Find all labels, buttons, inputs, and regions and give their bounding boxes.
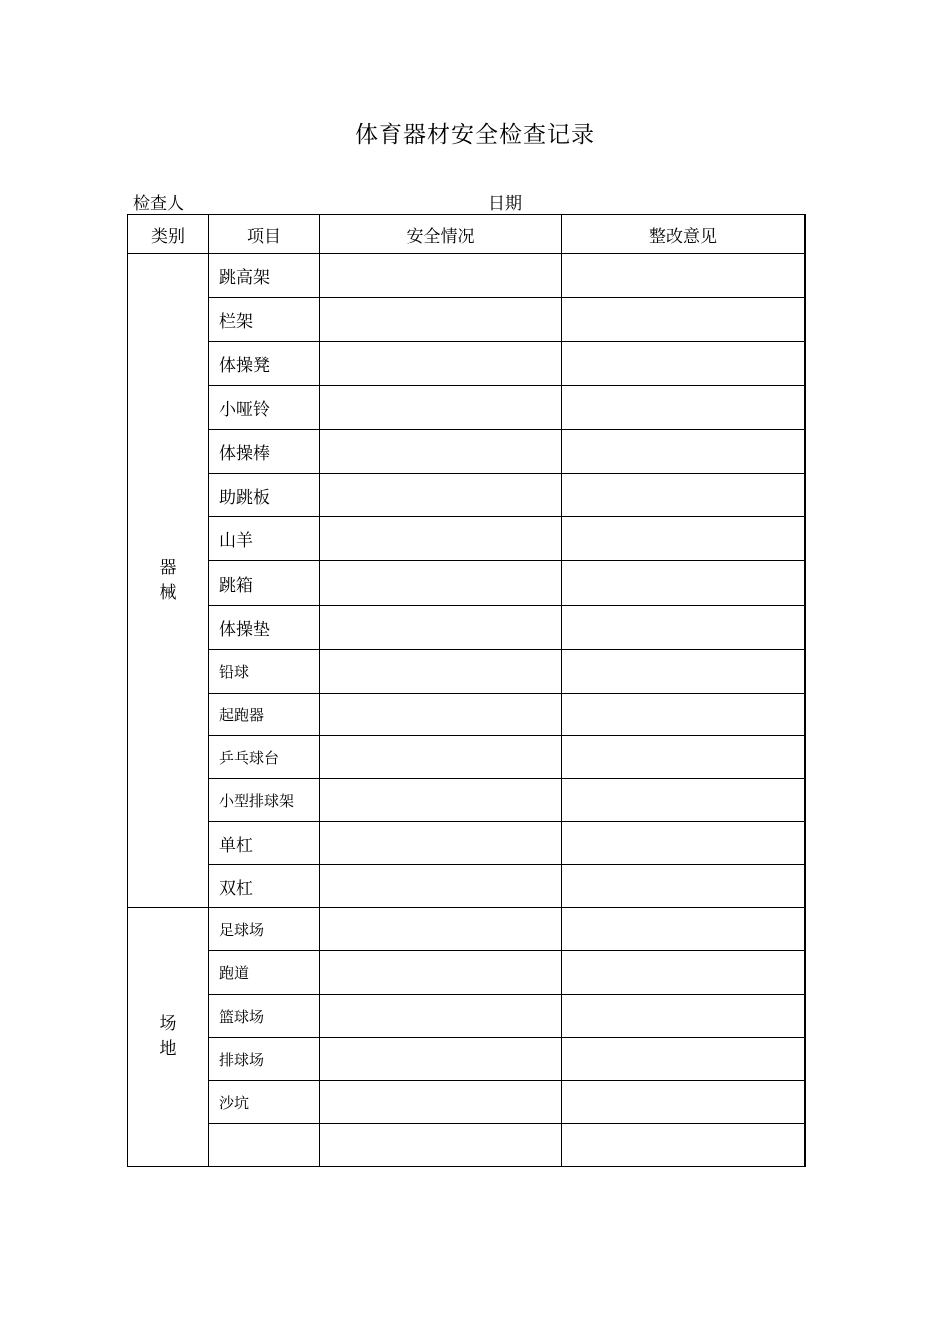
table-row [128, 736, 806, 779]
safety-status-cell[interactable] [320, 342, 562, 386]
header-category: 类别 [128, 215, 209, 254]
safety-status-cell[interactable] [320, 1081, 562, 1124]
rectification-cell[interactable] [562, 908, 806, 951]
rectification-cell[interactable] [562, 995, 806, 1038]
safety-status-cell[interactable] [320, 951, 562, 995]
safety-status-cell[interactable] [320, 561, 562, 606]
table-row [128, 908, 806, 951]
item-name: 体操垫 [209, 606, 320, 650]
rectification-cell[interactable] [562, 474, 806, 517]
safety-status-cell[interactable] [320, 1038, 562, 1081]
category-label-line: 械 [159, 582, 177, 603]
safety-status-cell[interactable] [320, 517, 562, 561]
safety-status-cell[interactable] [320, 430, 562, 474]
safety-status-cell[interactable] [320, 908, 562, 951]
item-name: 双杠 [209, 865, 320, 908]
table-row [128, 951, 806, 995]
table-row [128, 779, 806, 822]
safety-status-cell[interactable] [320, 606, 562, 650]
item-name: 跳箱 [209, 561, 320, 606]
safety-status-cell[interactable] [320, 1124, 562, 1167]
page-title: 体育器材安全检查记录 [355, 122, 595, 148]
rectification-cell[interactable] [562, 694, 806, 736]
category-label-line: 器 [159, 557, 177, 578]
item-name: 乒乓球台 [209, 736, 320, 779]
table-row [128, 694, 806, 736]
safety-status-cell[interactable] [320, 298, 562, 342]
header-rectification: 整改意见 [562, 215, 806, 254]
rectification-cell[interactable] [562, 865, 806, 908]
item-name: 跑道 [209, 951, 320, 995]
item-name: 排球场 [209, 1038, 320, 1081]
safety-status-cell[interactable] [320, 474, 562, 517]
table-row [128, 517, 806, 561]
table-row [128, 561, 806, 606]
table-row [128, 865, 806, 908]
inspector-label: 检查人 [133, 194, 184, 214]
item-name: 沙坑 [209, 1081, 320, 1124]
item-name: 体操凳 [209, 342, 320, 386]
table-row [128, 430, 806, 474]
inspection-table [127, 214, 806, 1167]
table-row [128, 995, 806, 1038]
rectification-cell[interactable] [562, 298, 806, 342]
safety-status-cell[interactable] [320, 865, 562, 908]
rectification-cell[interactable] [562, 650, 806, 694]
rectification-cell[interactable] [562, 254, 806, 298]
item-name: 足球场 [209, 908, 320, 951]
category-label [160, 1012, 177, 1062]
safety-status-cell[interactable] [320, 995, 562, 1038]
table-row [128, 474, 806, 517]
table-row [128, 606, 806, 650]
safety-status-cell[interactable] [320, 694, 562, 736]
rectification-cell[interactable] [562, 342, 806, 386]
category-label-line: 场 [159, 1014, 177, 1034]
date-label: 日期 [488, 194, 522, 214]
rectification-cell[interactable] [562, 779, 806, 822]
item-name: 篮球场 [209, 995, 320, 1038]
category-cell [128, 908, 209, 1167]
item-name: 山羊 [209, 517, 320, 561]
item-name: 体操棒 [209, 430, 320, 474]
table-row [128, 254, 806, 298]
rectification-cell[interactable] [562, 822, 806, 865]
table-row [128, 1124, 806, 1167]
table-row [128, 298, 806, 342]
item-name: 铅球 [209, 650, 320, 694]
rectification-cell[interactable] [562, 517, 806, 561]
safety-status-cell[interactable] [320, 736, 562, 779]
safety-status-cell[interactable] [320, 650, 562, 694]
rectification-cell[interactable] [562, 1124, 806, 1167]
rectification-cell[interactable] [562, 606, 806, 650]
item-name: 小型排球架 [209, 779, 320, 822]
item-name: 栏架 [209, 298, 320, 342]
item-name [209, 1124, 320, 1167]
header-safety-status: 安全情况 [320, 215, 562, 254]
table-row [128, 342, 806, 386]
item-name: 单杠 [209, 822, 320, 865]
item-name: 小哑铃 [209, 386, 320, 430]
safety-status-cell[interactable] [320, 779, 562, 822]
table-row [128, 386, 806, 430]
rectification-cell[interactable] [562, 386, 806, 430]
safety-status-cell[interactable] [320, 822, 562, 865]
safety-status-cell[interactable] [320, 386, 562, 430]
item-name: 跳高架 [209, 254, 320, 298]
item-name: 助跳板 [209, 474, 320, 517]
category-cell [128, 254, 209, 908]
safety-status-cell[interactable] [320, 254, 562, 298]
table-row [128, 1038, 806, 1081]
table-row [128, 1081, 806, 1124]
table-row [128, 650, 806, 694]
rectification-cell[interactable] [562, 736, 806, 779]
rectification-cell[interactable] [562, 951, 806, 995]
category-label-line: 地 [159, 1039, 177, 1059]
rectification-cell[interactable] [562, 1081, 806, 1124]
table-header-row [128, 215, 806, 254]
category-label [160, 556, 177, 606]
rectification-cell[interactable] [562, 1038, 806, 1081]
header-item: 项目 [209, 215, 320, 254]
rectification-cell[interactable] [562, 430, 806, 474]
table-row [128, 822, 806, 865]
item-name: 起跑器 [209, 694, 320, 736]
rectification-cell[interactable] [562, 561, 806, 606]
